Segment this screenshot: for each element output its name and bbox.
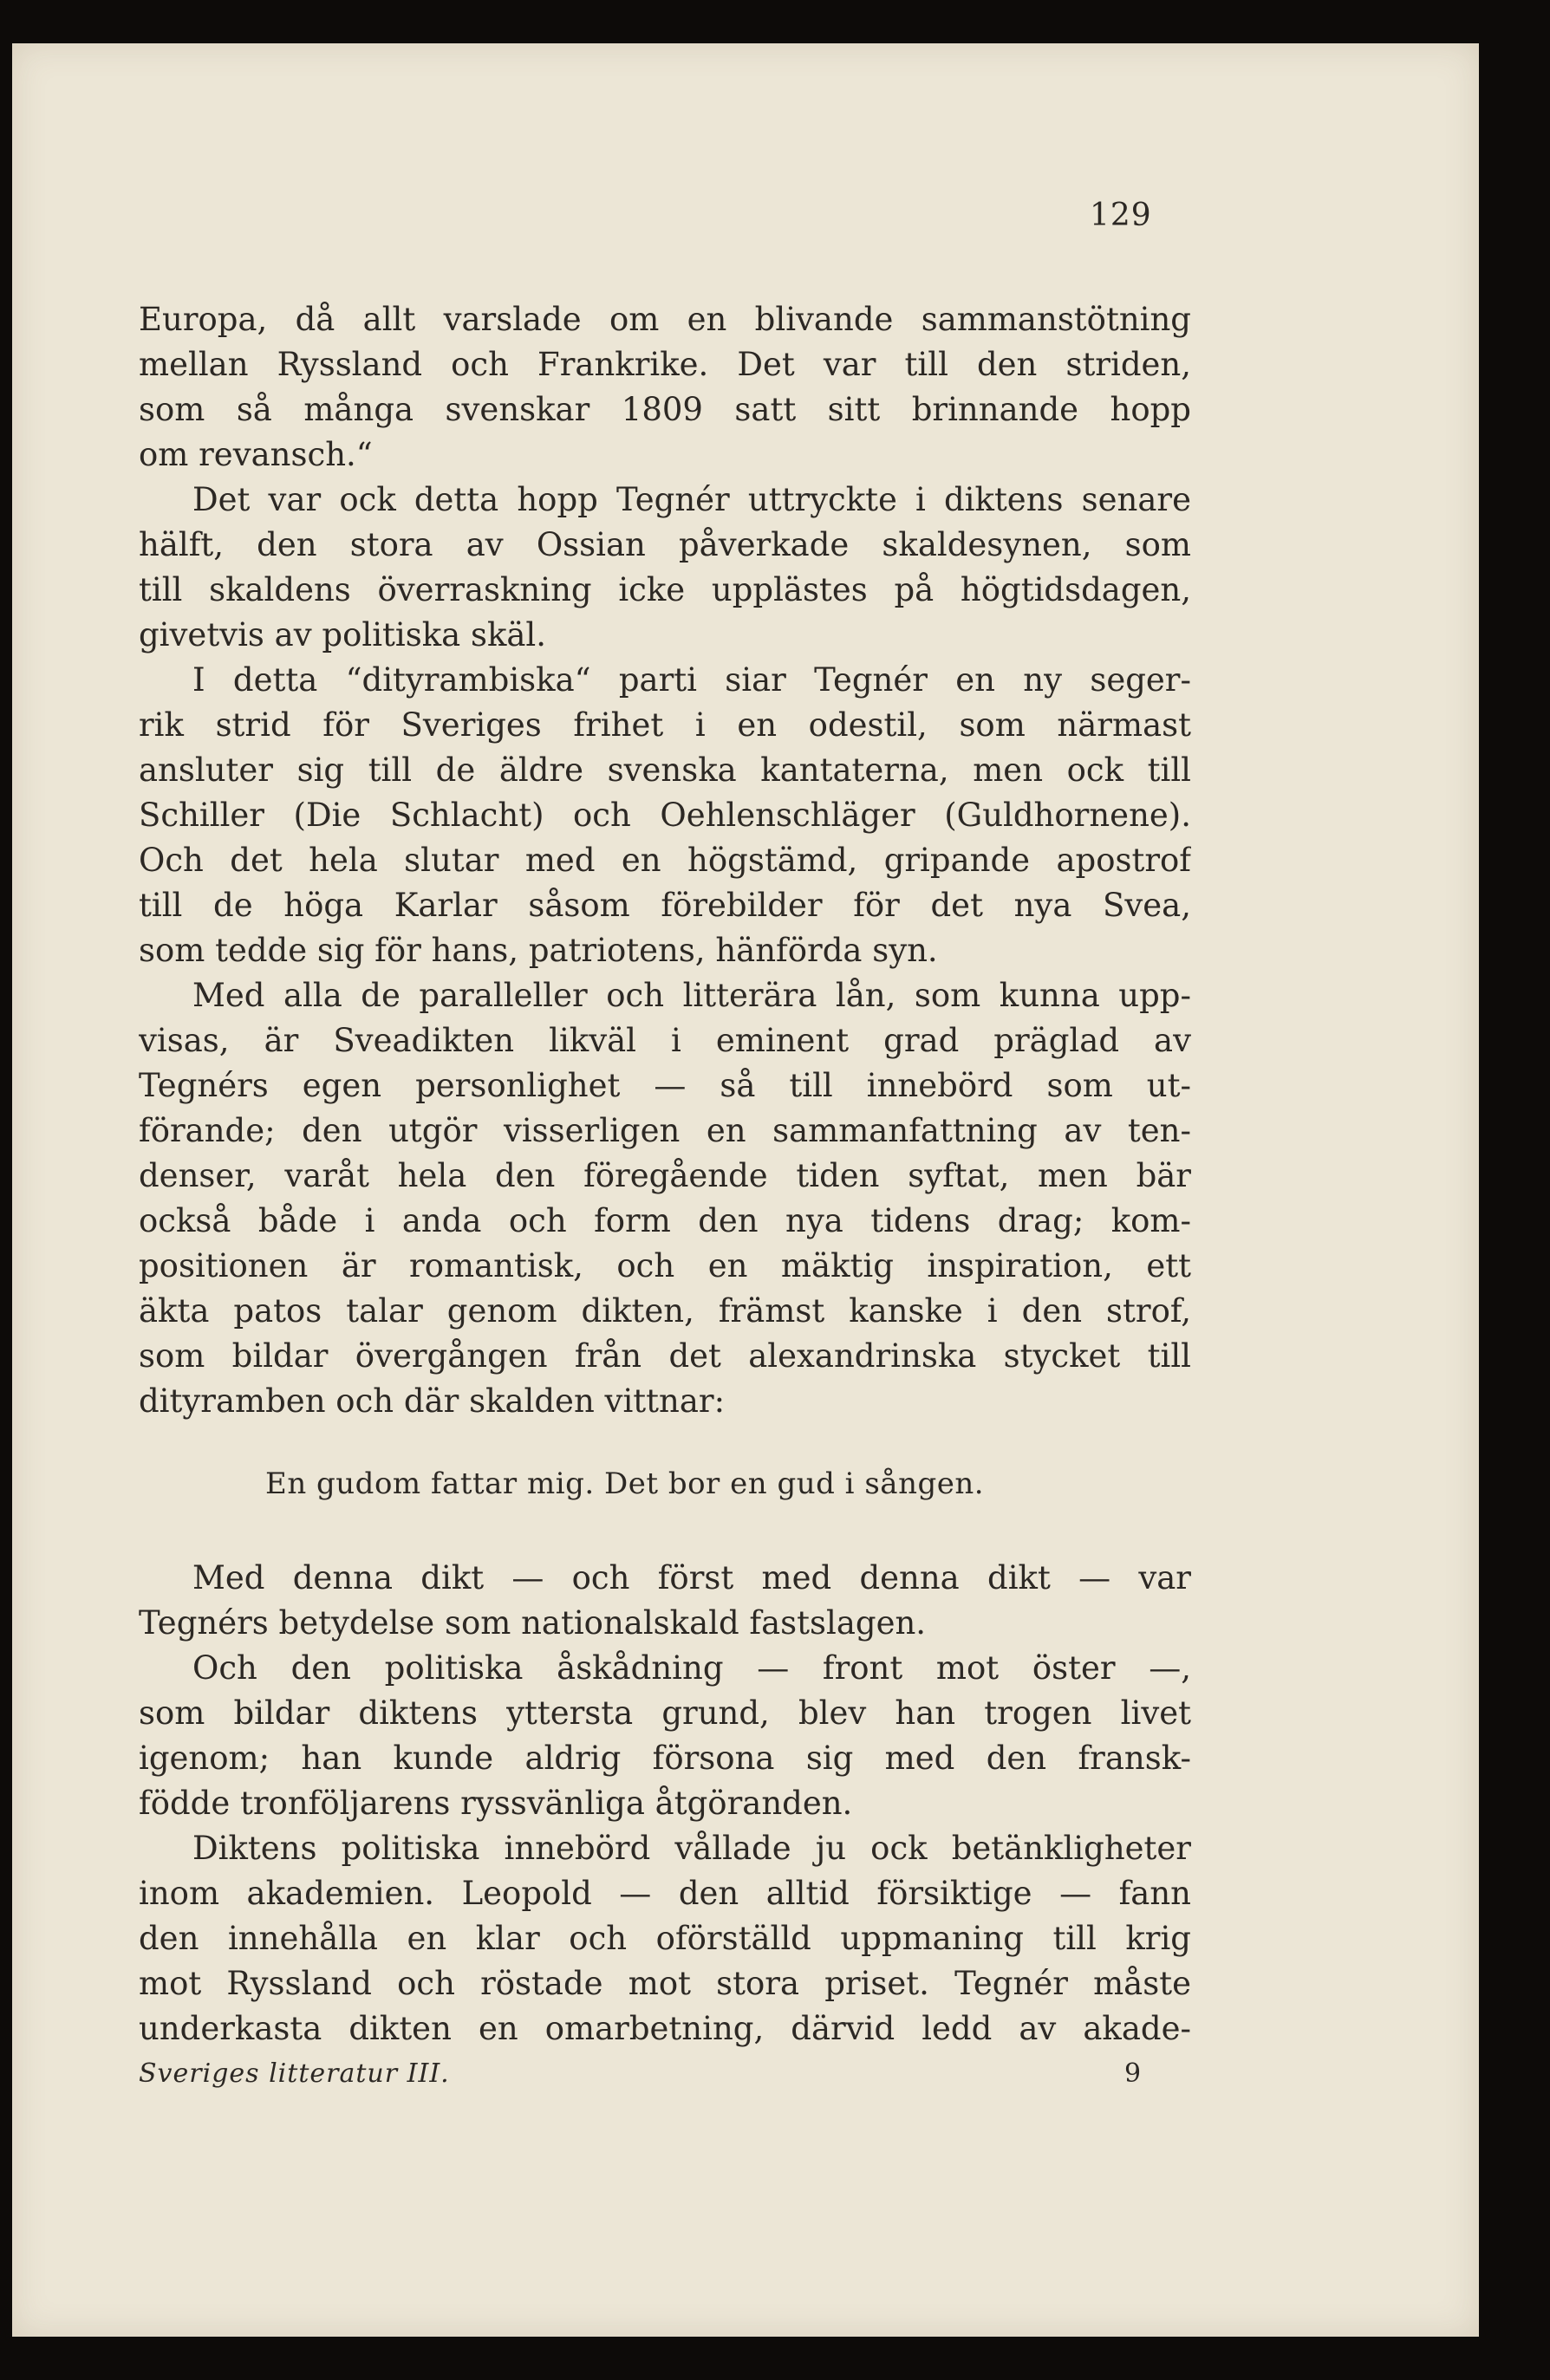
text-line: om revansch.“ — [139, 436, 373, 473]
text-line: Med alla de paralleller och litterära lån, som kunna upp- — [192, 977, 1191, 1014]
text-line: Diktens politiska innebörd vållade ju ock betänkligheter — [192, 1830, 1191, 1867]
text-line: till skaldens överraskning icke upplästes på högtidsdagen, — [139, 571, 1191, 608]
text-line: ansluter sig till de äldre svenska kantaterna, men ock till — [139, 751, 1191, 789]
text-line: som så många svenskar 1809 satt sitt brinnande hopp — [139, 391, 1191, 428]
page-number: 129 — [1090, 198, 1152, 233]
text-line: denser, varåt hela den föregående tiden syftat, men bär — [139, 1157, 1191, 1194]
verse-quote: En gudom fattar mig. Det bor en gud i sången. — [265, 1466, 985, 1501]
text-line: den innehålla en klar och oförställd uppmaning till krig — [139, 1920, 1191, 1957]
text-line: underkasta dikten en omarbetning, därvid ledd av akade- — [139, 2010, 1191, 2047]
text-line: visas, är Sveadikten likväl i eminent grad präglad av — [139, 1022, 1191, 1059]
text-line: förande; den utgör visserligen en sammanfattning av ten- — [139, 1112, 1191, 1149]
text-line: Och den politiska åskådning — front mot öster —, — [192, 1649, 1191, 1687]
footer-signature: Sveriges litteratur III. — [139, 2058, 450, 2089]
text-line: Med denna dikt — och först med denna dikt — var — [192, 1559, 1191, 1596]
text-line: inom akademien. Leopold — den alltid försiktige — fann — [139, 1875, 1191, 1912]
text-line: givetvis av politiska skäl. — [139, 616, 547, 654]
text-line: Tegnérs egen personlighet — så till innebörd som ut- — [139, 1067, 1191, 1104]
page-sheet — [12, 43, 1479, 2337]
text-line: också både i anda och form den nya tidens drag; kom- — [139, 1202, 1191, 1239]
footer-sheet-number: 9 — [1124, 2058, 1142, 2089]
text-line: som tedde sig för hans, patriotens, hänförda syn. — [139, 932, 938, 969]
text-line: dityramben och där skalden vittnar: — [139, 1382, 726, 1420]
text-line: som bildar övergången från det alexandrinska stycket till — [139, 1337, 1191, 1375]
text-line: hälft, den stora av Ossian påverkade skaldesynen, som — [139, 526, 1191, 563]
text-line: igenom; han kunde aldrig försona sig med den fransk- — [139, 1739, 1191, 1777]
text-line: Europa, då allt varslade om en blivande sammanstötning — [139, 301, 1191, 338]
text-line: som bildar diktens yttersta grund, blev han trogen livet — [139, 1694, 1191, 1732]
text-line: rik strid för Sveriges frihet i en odestil, som närmast — [139, 706, 1191, 744]
text-line: till de höga Karlar såsom förebilder för det nya Svea, — [139, 887, 1191, 924]
text-line: Schiller (Die Schlacht) och Oehlenschläger (Guldhornene). — [139, 797, 1191, 834]
text-line: I detta “dityrambiska“ parti siar Tegnér en ny seger- — [192, 661, 1191, 699]
text-line: Och det hela slutar med en högstämd, gripande apostrof — [139, 842, 1191, 879]
text-line: födde tronföljarens ryssvänliga åtgöranden. — [139, 1785, 853, 1822]
text-line: äkta patos talar genom dikten, främst kanske i den strof, — [139, 1292, 1191, 1330]
text-line: mot Ryssland och röstade mot stora priset. Tegnér måste — [139, 1965, 1191, 2002]
text-line: Det var ock detta hopp Tegnér uttryckte i diktens senare — [192, 481, 1191, 518]
text-line: positionen är romantisk, och en mäktig inspiration, ett — [139, 1247, 1191, 1284]
text-line: Tegnérs betydelse som nationalskald fastslagen. — [139, 1604, 927, 1642]
text-line: mellan Ryssland och Frankrike. Det var till den striden, — [139, 346, 1191, 383]
